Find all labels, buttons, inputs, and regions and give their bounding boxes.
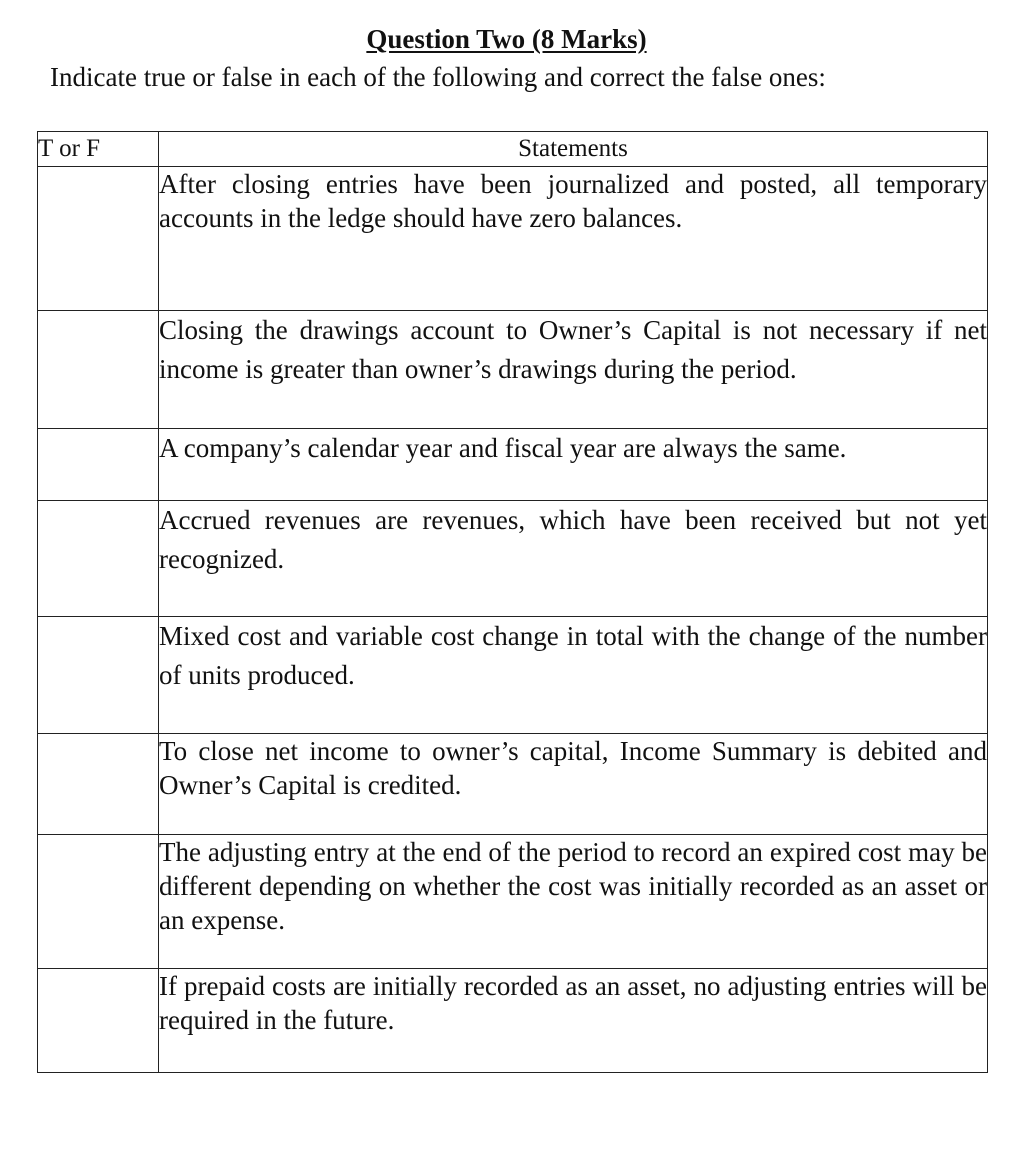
table-row [38, 835, 988, 969]
table-row [38, 429, 988, 501]
table-row [38, 617, 988, 734]
answer-cell[interactable] [38, 501, 159, 617]
table-row [38, 501, 988, 617]
table-row [38, 311, 988, 429]
table-row [38, 969, 988, 1073]
header-t-or-f: T or F [38, 132, 159, 167]
statement-cell: If prepaid costs are initially recorded as an asset, no adjusting entries will be required in the future. [159, 969, 988, 1073]
header-statements: Statements [159, 132, 988, 167]
statement-cell: The adjusting entry at the end of the period to record an expired cost may be different depending on whether the cost was initially recorded as an asset or an expense. [159, 835, 988, 969]
table-row [38, 167, 988, 311]
answer-cell[interactable] [38, 311, 159, 429]
answer-cell[interactable] [38, 617, 159, 734]
statement-cell: To close net income to owner’s capital, Income Summary is debited and Owner’s Capital is credited. [159, 734, 988, 835]
instruction-text: Indicate true or false in each of the following and correct the false ones: [50, 62, 826, 92]
table-row [38, 734, 988, 835]
question-title [0, 22, 1013, 56]
table-header-row [38, 132, 988, 167]
statement-cell: Accrued revenues are revenues, which have been received but not yet recognized. [159, 501, 988, 617]
statement-cell: After closing entries have been journalized and posted, all temporary accounts in the ledge should have zero balances. [159, 167, 988, 311]
question-title-text: Question Two (8 Marks) [366, 24, 647, 54]
answer-cell[interactable] [38, 167, 159, 311]
answer-cell[interactable] [38, 429, 159, 501]
answer-cell[interactable] [38, 835, 159, 969]
answer-cell[interactable] [38, 734, 159, 835]
statement-cell: Mixed cost and variable cost change in total with the change of the number of units produced. [159, 617, 988, 734]
true-false-table [37, 131, 988, 1073]
statement-cell: A company’s calendar year and fiscal year are always the same. [159, 429, 988, 501]
statement-cell: Closing the drawings account to Owner’s Capital is not necessary if net income is greater than owner’s drawings during the period. [159, 311, 988, 429]
answer-cell[interactable] [38, 969, 159, 1073]
